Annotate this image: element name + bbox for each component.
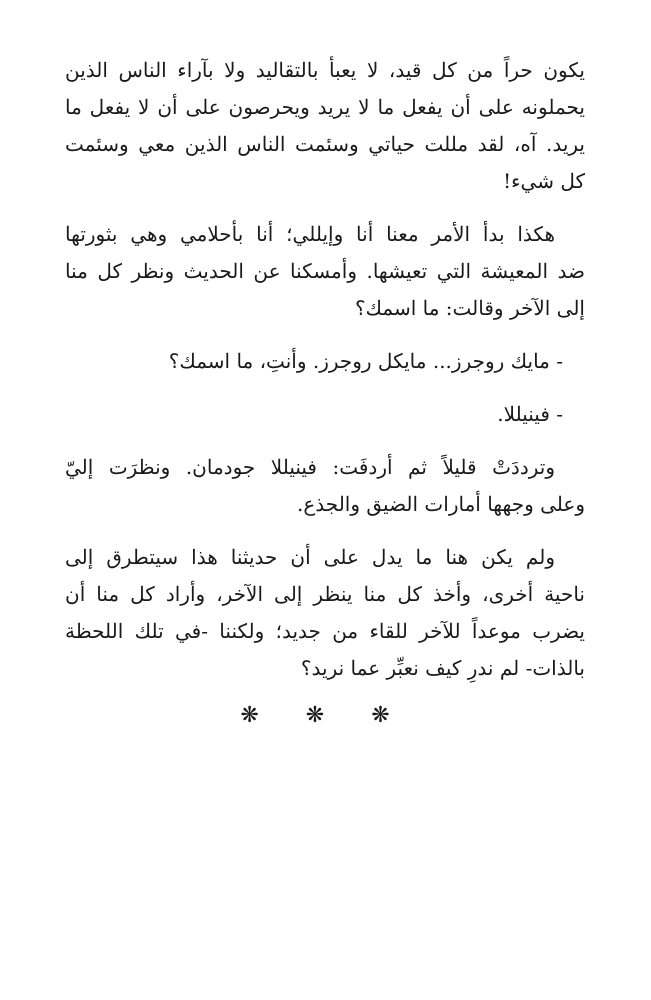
text-line: كل شيء! [503,169,585,193]
text-line: ضد المعيشة التي تعيشها. وأمسكنا عن الحديث ونظر كل منا [65,259,585,283]
text-line: يريد. آه، لقد مللت حياتي وسئمت الناس الذين معي وسئمت [65,132,585,156]
text-line: يكون حراً من كل قيد، لا يعبأ بالتقاليد ولا بآراء الناس الذين [65,58,585,82]
book-page [65,52,585,728]
paragraph-2 [65,216,585,327]
text-line: يحملونه على أن يفعل ما لا يريد ويحرصون على أن لا يفعل ما [65,95,585,119]
text-line: بالذات- لم ندرِ كيف نعبِّر عما نريد؟ [300,656,585,680]
text-line: - مايك روجرز... مايكل روجرز. وأنتِ، ما اسمك؟ [168,349,563,373]
dialogue-line-2 [65,396,585,433]
text-line: وترددَتْ قليلاً ثم أردفَت: فينيللا جودمان. ونظرَت إليّ [65,455,555,479]
text-line: ناحية أخرى، وأخذ كل منا ينظر إلى الآخر، وأراد كل منا أن [65,582,585,606]
paragraph-1 [65,52,585,200]
text-line: - فينيللا. [497,402,563,426]
text-line: وعلى وجهها أمارات الضيق والجذع. [297,492,585,516]
dialogue-line-1 [65,343,585,380]
text-line: إلى الآخر وقالت: ما اسمك؟ [354,296,585,320]
text-line: ولم يكن هنا ما يدل على أن حديثنا هذا سيتطرق إلى [65,545,555,569]
paragraph-3 [65,449,585,523]
paragraph-4 [65,539,585,687]
section-separator: ❋ ❋ ❋ [240,703,410,728]
text-line: يضرب موعداً للآخر للقاء من جديد؛ ولكننا -في تلك اللحظة [65,619,585,643]
text-line: هكذا بدأ الأمر معنا أنا وإيللي؛ أنا بأحلامي وهي بثورتها [65,222,555,246]
